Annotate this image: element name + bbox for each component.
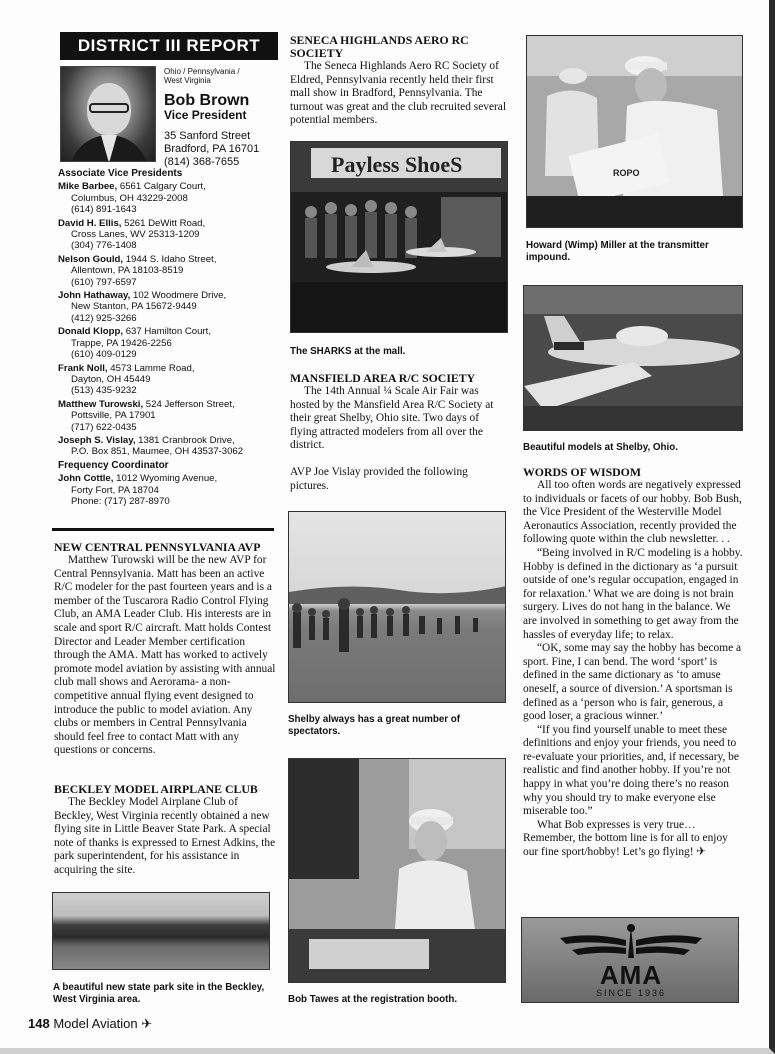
caption-sharks: The SHARKS at the mall. (290, 346, 406, 357)
avp-line2: Dayton, OH 45449 (71, 373, 151, 385)
avp-entry (58, 399, 278, 433)
caption-tawes: Bob Tawes at the registration booth. (288, 994, 458, 1005)
article-body: All too often words are negatively expressed to individuals or facets of our hobby. Bob Bush, the Vice President of the Westerville Model Aeronautics Association, recently provided the following quote within the club newsletter. . . (523, 479, 742, 546)
avp-entry (58, 363, 278, 397)
avp-phone: (610) 409-0129 (71, 349, 137, 361)
avp-phone: (412) 925-3266 (71, 312, 137, 324)
article-body: AVP Joe Vislay provided the following pictures. (290, 465, 468, 492)
caption-park: A beautiful new state park site in the Beckley, West Virginia area. (53, 982, 265, 1005)
avp-line1: 1944 S. Idaho Street, (125, 253, 217, 265)
vp-address (164, 130, 259, 169)
article-body: The Seneca Highlands Aero RC Society of Eldred, Pennsylvania recently held their first mall show in Bradford, Pennsylvania. The turnout was great and the club recruited several potential members. (290, 60, 507, 127)
shelby-spectators-photo (288, 511, 506, 703)
avp-name: Donald Klopp, (58, 326, 124, 338)
ama-logo (521, 917, 739, 1003)
avp-line2: Pottsville, PA 17901 (71, 410, 156, 422)
article-heading: NEW CENTRAL PENNSYLVANIA AVP (54, 540, 261, 554)
vp-address-line: Bradford, PA 16701 (164, 143, 260, 155)
avp-line2: Cross Lanes, WV 25313-1209 (71, 229, 200, 241)
freq-line2: Forty Fort, PA 18704 (71, 484, 159, 496)
avp-line1: 102 Woodmere Drive, (133, 290, 227, 302)
avp-entry (58, 181, 278, 215)
park-photo (52, 892, 270, 970)
avp-name: Frank Noll, (58, 362, 108, 374)
avp-line1: 6561 Calgary Court, (119, 181, 206, 193)
avp-entry (58, 218, 278, 252)
article-central-pa (54, 541, 276, 758)
avp-phone: (717) 622-0435 (71, 421, 137, 433)
avp-name: Mike Barbee, (58, 181, 118, 193)
vp-states-line: West Virginia (164, 76, 211, 85)
avp-name: Joseph S. Vislay, (58, 434, 136, 446)
caption-shelby: Shelby always has a great number of spectators. (288, 714, 461, 737)
avp-entry (58, 435, 278, 458)
avp-entry (58, 326, 278, 360)
vp-portrait-photo (60, 66, 156, 162)
freq-coordinator-entry (58, 473, 278, 507)
avp-name: Matthew Turowski, (58, 398, 144, 410)
avp-line1: 524 Jefferson Street, (145, 398, 235, 410)
article-body: “Being involved in R/C modeling is a hobby. Hobby is defined in the dictionary as ‘a pursuit outside of one’s regular occupation, engaged in for relaxation.’ What we are doing is not brain surgery. Lives do not hang in the balance. We are involved in something to get away from the hassles of everyday life; to relax. (523, 546, 743, 641)
avp-name: Nelson Gould, (58, 253, 124, 265)
avp-entry (58, 290, 278, 324)
freq-heading: Frequency Coordinator (58, 459, 169, 471)
ama-since: SINCE 1936 (595, 988, 667, 998)
avp-line1: 1381 Cranbrook Drive, (138, 434, 235, 446)
article-body: “If you find yourself unable to meet these definitions and enjoy your friends, you need to re-evaluate your priorities, and, if necessary, be realistic and find another hobby. If you’re not happy in what you’re doing there’s no reason why you should try to make everyone else miserable too.” (523, 723, 739, 818)
article-heading: MANSFIELD AREA R/C SOCIETY (290, 371, 476, 385)
avp-line2: Allentown, PA 18103-8519 (71, 265, 184, 277)
avp-list (58, 168, 278, 507)
tawes-photo (288, 758, 506, 983)
article-body: Matthew Turowski will be the new AVP for Central Pennsylvania. Matt has been an active R/C modeler for the past fourteen years and is a member of the Tuscarora Radio Control Flying Club, an AMA Leader Club. His interests are in scale and sport R/C aircraft. Matt holds Contest Director and Leader Member certification through the AMA. Matt has worked to actively promote model aviation by assisting with annual club mall shows and Aerorama- a non-competitive annual flying event designed to introduce the public to model aviation. Any clubs or members in Central Pennsylvania should feel free to contact Matt with any questions or concerns. (54, 554, 276, 757)
freq-line3: Phone: (717) 287-8970 (71, 495, 170, 507)
sharks-mall-photo (290, 141, 508, 333)
avp-name: John Hathaway, (58, 290, 131, 302)
vp-name: Bob Brown (164, 92, 250, 109)
section-divider (52, 528, 274, 531)
district-banner: DISTRICT III REPORT (60, 32, 278, 60)
vp-states-line: Ohio / Pennsylvania / (164, 67, 240, 76)
avp-line2: Trappe, PA 19426-2256 (71, 337, 172, 349)
vp-title: Vice President (164, 108, 247, 122)
article-beckley (54, 783, 276, 878)
avp-heading: Associate Vice Presidents (58, 168, 183, 179)
avp-line1: 637 Hamilton Court, (125, 326, 212, 338)
article-body: What Bob expresses is very true… Remember, the bottom line is for all to enjoy our fine sport/hobby! Let’s go flying! ✈ (523, 818, 728, 859)
article-body: The 14th Annual ¼ Scale Air Fair was hosted by the Mansfield Area R/C Society at their great Shelby, Ohio site. Two days of flying attracted modelers from all over the district. (290, 385, 494, 452)
vp-phone: (814) 368-7655 (164, 156, 240, 168)
avp-phone: (614) 891-1643 (71, 204, 137, 216)
avp-phone: (513) 435-9232 (71, 385, 137, 397)
page-number: 148 (28, 1016, 50, 1031)
avp-line2: P.O. Box 851, Maumee, OH 43537-3062 (71, 446, 244, 458)
vp-address-line: 35 Sanford Street (164, 130, 251, 142)
freq-name: John Cottle, (58, 473, 114, 485)
article-mansfield (290, 372, 508, 493)
avp-line2: New Stanton, PA 15672-9449 (71, 301, 197, 313)
avp-phone: (610) 797-6597 (71, 276, 137, 288)
article-body: The Beckley Model Airplane Club of Beckley, West Virginia recently obtained a new flying site in Little Beaver State Park. A special note of thanks is expressed to Ernest Adkins, the park superintendent, for his assistance in acquiring the site. (54, 796, 276, 876)
article-seneca (290, 34, 508, 128)
avp-line1: 5261 DeWitt Road, (124, 217, 206, 229)
caption-models: Beautiful models at Shelby, Ohio. (523, 442, 678, 453)
article-heading: SENECA HIGHLANDS AERO RC SOCIETY (290, 33, 469, 60)
caption-howard: Howard (Wimp) Miller at the transmitter impound. (526, 240, 709, 263)
vp-states (164, 67, 240, 85)
models-photo (523, 285, 743, 431)
page-footer (28, 1016, 152, 1032)
avp-phone: (304) 776-1408 (71, 240, 137, 252)
avp-name: David H. Ellis, (58, 217, 122, 229)
article-heading: BECKLEY MODEL AIRPLANE CLUB (54, 782, 258, 796)
avp-line2: Columbus, OH 43229-2008 (71, 192, 188, 204)
avp-line1: 4573 Lamme Road, (110, 362, 195, 374)
article-heading: WORDS OF WISDOM (523, 465, 641, 479)
article-wisdom (523, 466, 743, 860)
ropo-text: ROPO (613, 168, 640, 178)
freq-line1: 1012 Wyoming Avenue, (116, 473, 218, 485)
payless-sign-text: Payless ShoeS (331, 152, 463, 177)
avp-entry (58, 254, 278, 288)
magazine-name: Model Aviation ✈ (53, 1016, 153, 1031)
ama-wordmark: AMA (599, 960, 663, 990)
howard-photo (526, 35, 743, 228)
article-body: “OK, some may say the hobby has become a sport. Fine, I can bend. The word ‘sport’ is defined in the same dictionary as ‘to amuse oneself, a source of diversion.’ A sportsman is defined as a ‘person who is fair, generous, a good loser, a gracious winner.’ (523, 642, 742, 723)
